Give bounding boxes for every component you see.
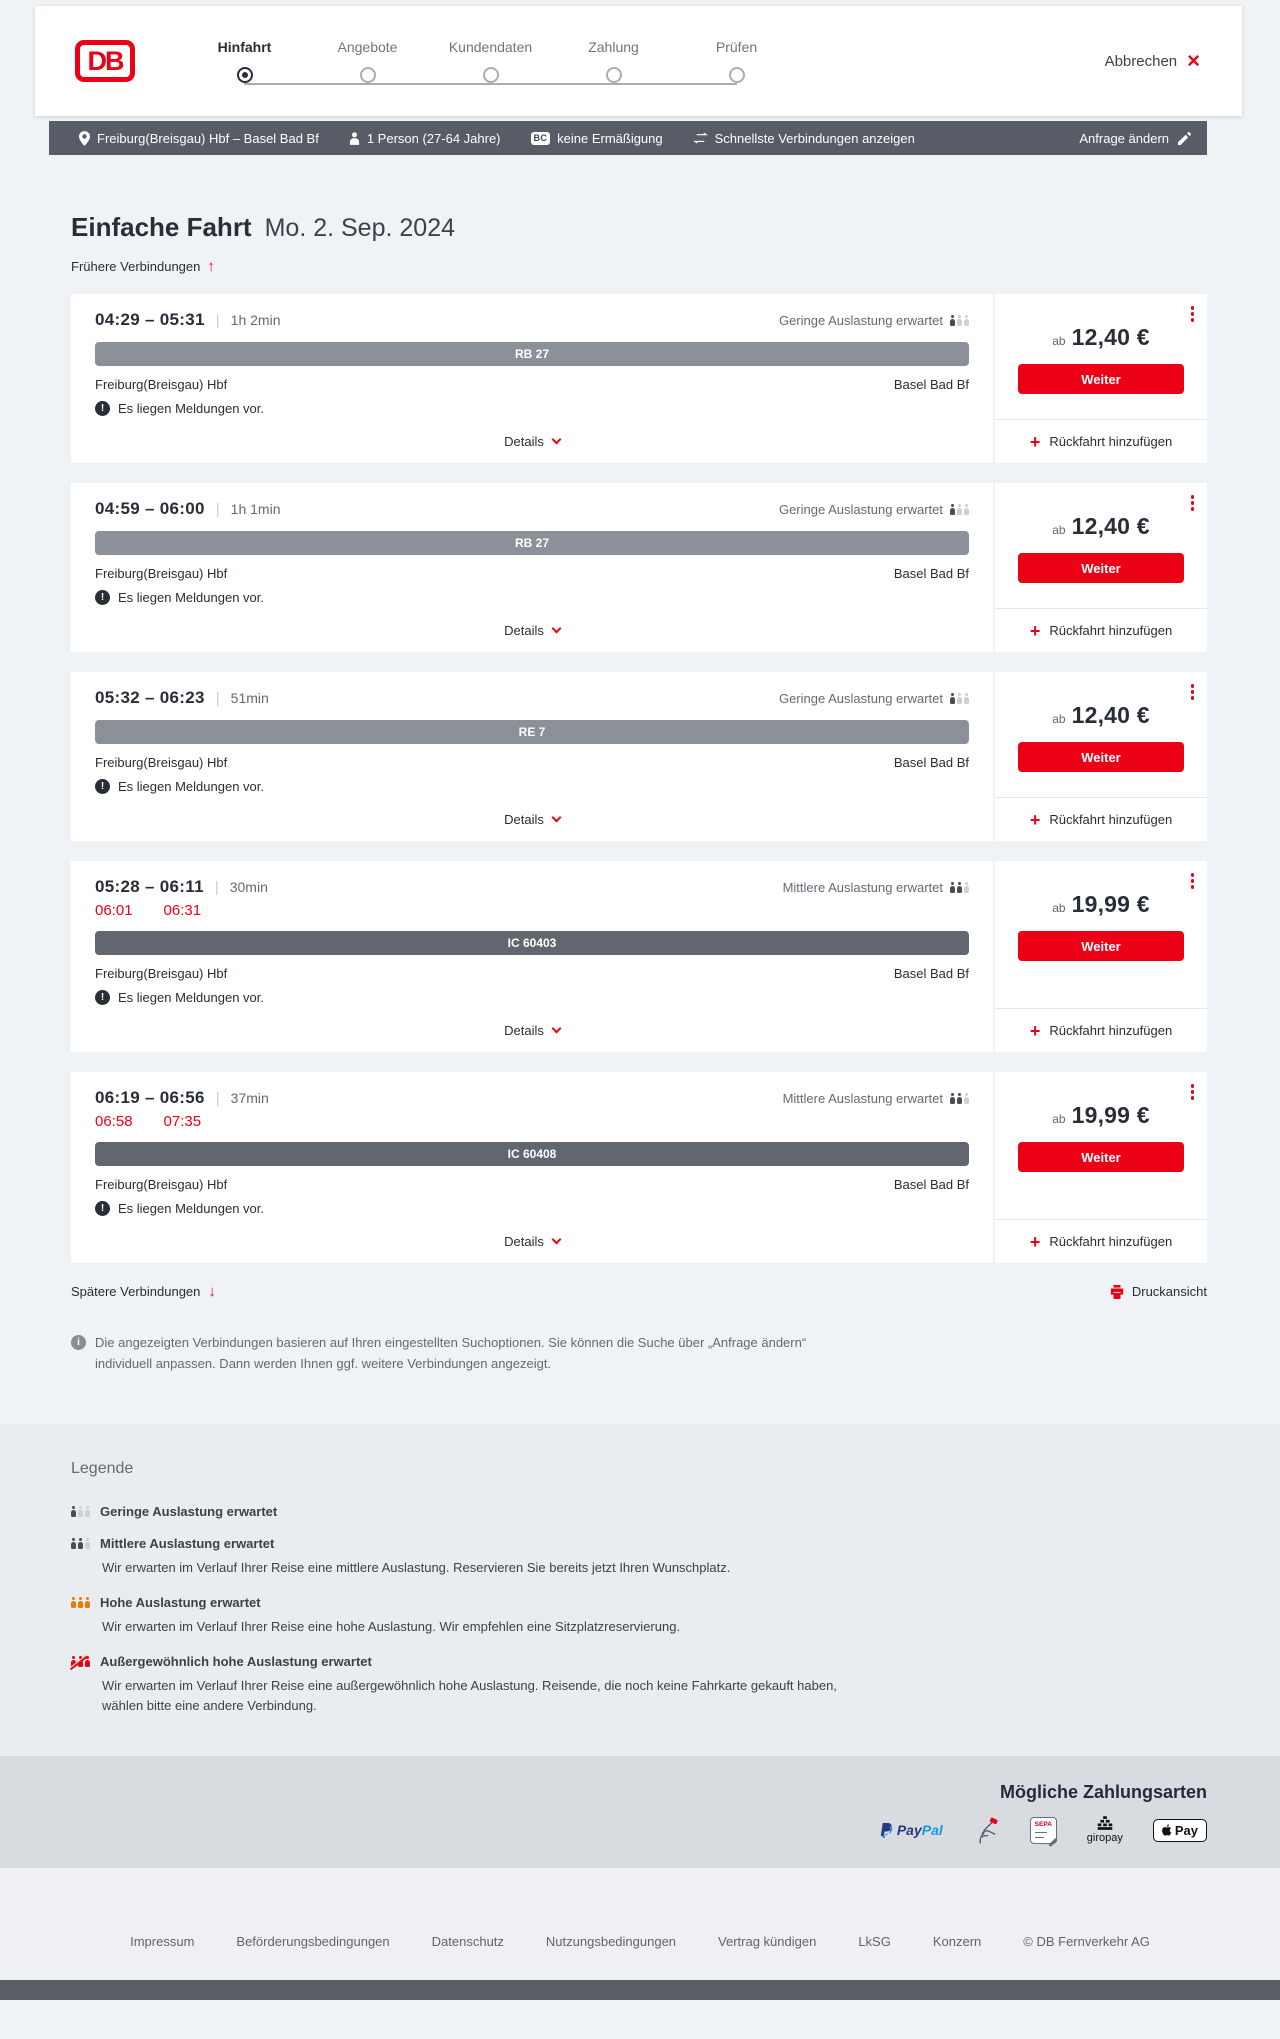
cancel-label: Abbrechen bbox=[1104, 52, 1178, 70]
step-label: Kundendaten bbox=[448, 39, 533, 55]
footer-link[interactable]: Impressum bbox=[130, 1934, 195, 1949]
connection-main bbox=[71, 1072, 993, 1263]
stations-row bbox=[95, 755, 969, 770]
legend-label: Geringe Auslastung erwartet bbox=[100, 1504, 278, 1519]
legend-label: Mittlere Auslastung erwartet bbox=[100, 1536, 275, 1551]
occupancy-label: Geringe Auslastung erwartet bbox=[778, 691, 943, 706]
notice-row bbox=[95, 401, 969, 416]
delayed-arrival: 06:31 bbox=[163, 902, 202, 919]
train-bar bbox=[95, 531, 969, 555]
arrow-up-icon: ↑ bbox=[207, 258, 215, 275]
alert-icon: ! bbox=[95, 401, 110, 416]
later-connections-label: Spätere Verbindungen bbox=[71, 1284, 201, 1299]
step-dot-icon bbox=[729, 67, 745, 83]
edit-request-button[interactable] bbox=[1079, 131, 1191, 146]
connection-times: 05:32 – 06:23 bbox=[95, 688, 205, 707]
filter-text: Schnellste Verbindungen anzeigen bbox=[714, 130, 915, 146]
sepa-pencil-icon bbox=[1048, 1837, 1057, 1846]
footer-link[interactable]: LkSG bbox=[858, 1934, 891, 1949]
notice-text: Es liegen Meldungen vor. bbox=[118, 1201, 264, 1216]
train-label: IC 60408 bbox=[507, 1147, 557, 1161]
price bbox=[1052, 1102, 1150, 1129]
occupancy-icon bbox=[71, 1506, 90, 1518]
connection-duration: 30min bbox=[229, 879, 268, 895]
page-title bbox=[71, 212, 1207, 243]
price-prefix: ab bbox=[1052, 1112, 1066, 1126]
bottom-bar bbox=[0, 1980, 1280, 2000]
connection-times: 06:19 – 06:56 bbox=[95, 1088, 205, 1107]
from-station: Freiburg(Breisgau) Hbf bbox=[95, 566, 228, 581]
legend-item bbox=[71, 1595, 1207, 1637]
stations-row bbox=[95, 966, 969, 981]
divider: | bbox=[215, 501, 220, 518]
apple-pay-icon bbox=[1153, 1819, 1207, 1842]
occupancy-indicator bbox=[779, 502, 969, 517]
delayed-arrival: 07:35 bbox=[163, 1113, 202, 1130]
footer-link[interactable]: Datenschutz bbox=[431, 1934, 504, 1949]
paypal-wordmark: PayPal bbox=[896, 1822, 943, 1838]
occupancy-icon bbox=[950, 504, 969, 516]
notice-text: Es liegen Meldungen vor. bbox=[118, 990, 264, 1005]
legend-description: Wir erwarten im Verlauf Ihrer Reise eine mittlere Auslastung. Reservieren Sie bereits jetzt Ihren Wunschplatz. bbox=[102, 1560, 731, 1575]
legend-list bbox=[71, 1504, 1207, 1716]
add-return-label: Rückfahrt hinzufügen bbox=[1049, 434, 1173, 449]
details-toggle[interactable] bbox=[95, 1216, 969, 1255]
occupancy-icon bbox=[950, 1093, 969, 1105]
price bbox=[1052, 513, 1150, 540]
app-header bbox=[35, 6, 1242, 116]
legend-label: Hohe Auslastung erwartet bbox=[100, 1595, 261, 1610]
plus-icon: + bbox=[1029, 431, 1041, 452]
price-value: 12,40 € bbox=[1071, 702, 1150, 728]
step-dot-icon bbox=[606, 67, 622, 83]
later-connections-link[interactable] bbox=[71, 1283, 216, 1300]
price-panel bbox=[995, 294, 1207, 463]
connection-times: 04:29 – 05:31 bbox=[95, 310, 205, 329]
price-prefix: ab bbox=[1052, 523, 1066, 537]
price-prefix: ab bbox=[1052, 901, 1066, 915]
alert-icon: ! bbox=[95, 590, 110, 605]
passenger-text: 1 Person (27-64 Jahre) bbox=[366, 130, 501, 146]
details-toggle[interactable] bbox=[95, 794, 969, 833]
apple-pay-label: Pay bbox=[1174, 1822, 1198, 1838]
chevron-down-icon bbox=[551, 624, 561, 634]
more-options-button[interactable] bbox=[1189, 871, 1197, 891]
details-label: Details bbox=[504, 1234, 544, 1249]
apple-logo-icon bbox=[1162, 1824, 1172, 1836]
discount-text: keine Ermäßigung bbox=[557, 130, 663, 146]
plus-icon: + bbox=[1029, 620, 1041, 641]
plus-icon: + bbox=[1029, 1020, 1041, 1041]
chevron-down-icon bbox=[551, 435, 561, 445]
price-panel bbox=[995, 1072, 1207, 1263]
print-view-label: Druckansicht bbox=[1131, 1284, 1207, 1299]
stations-row bbox=[95, 377, 969, 392]
paypal-icon bbox=[878, 1822, 943, 1839]
progress-step[interactable] bbox=[675, 39, 798, 83]
from-station: Freiburg(Breisgau) Hbf bbox=[95, 1177, 228, 1192]
progress-step[interactable] bbox=[429, 39, 552, 83]
to-station: Basel Bad Bf bbox=[893, 966, 969, 981]
connection-card bbox=[71, 294, 1207, 463]
page-footer bbox=[0, 1868, 1280, 2000]
person-icon bbox=[349, 132, 360, 145]
connection-main bbox=[71, 483, 993, 652]
chevron-down-icon bbox=[551, 1235, 561, 1245]
filter-summary bbox=[693, 131, 915, 146]
train-bar bbox=[95, 720, 969, 744]
occupancy-indicator bbox=[779, 691, 969, 706]
more-options-button[interactable] bbox=[1189, 1082, 1197, 1102]
to-station: Basel Bad Bf bbox=[893, 1177, 969, 1192]
price-panel-top bbox=[995, 1072, 1207, 1219]
delayed-departure: 06:01 bbox=[95, 902, 133, 919]
legend-item bbox=[71, 1654, 1207, 1716]
main-content bbox=[0, 155, 1280, 1424]
edit-request-label: Anfrage ändern bbox=[1079, 130, 1169, 146]
price-value: 12,40 € bbox=[1071, 513, 1150, 539]
train-label: RB 27 bbox=[514, 347, 549, 361]
notice-row bbox=[95, 590, 969, 605]
add-return-button[interactable] bbox=[995, 419, 1207, 463]
alert-icon: ! bbox=[95, 1201, 110, 1216]
connection-card bbox=[71, 1072, 1207, 1263]
time-row bbox=[95, 1088, 969, 1108]
details-label: Details bbox=[504, 434, 544, 449]
price-value: 19,99 € bbox=[1071, 891, 1150, 917]
occupancy-label: Geringe Auslastung erwartet bbox=[778, 313, 943, 328]
legend-description: Wir erwarten im Verlauf Ihrer Reise eine hohe Auslastung. Wir empfehlen eine Sitzplatzreservierung. bbox=[102, 1619, 681, 1634]
payments-section bbox=[0, 1756, 1280, 1868]
details-toggle[interactable] bbox=[95, 1005, 969, 1044]
stepper-track bbox=[244, 83, 737, 85]
train-bar bbox=[95, 342, 969, 366]
occupancy-icon bbox=[950, 315, 969, 327]
step-dot-icon bbox=[237, 67, 253, 83]
cancel-button[interactable] bbox=[1104, 48, 1200, 73]
weiter-button[interactable]: Weiter bbox=[1018, 553, 1184, 583]
connection-list bbox=[71, 294, 1207, 1263]
footer-link[interactable]: Beförderungsbedingungen bbox=[236, 1934, 390, 1949]
earlier-connections-link[interactable] bbox=[71, 258, 1207, 275]
price-panel bbox=[995, 483, 1207, 652]
connection-card bbox=[71, 672, 1207, 841]
db-logo[interactable] bbox=[75, 40, 135, 82]
list-footer-row bbox=[71, 1283, 1207, 1300]
price-panel-top bbox=[995, 294, 1207, 419]
connection-times: 05:28 – 06:11 bbox=[95, 877, 204, 896]
search-summary-bar bbox=[49, 121, 1207, 155]
arrow-down-icon: ↓ bbox=[208, 1283, 216, 1300]
route-summary bbox=[79, 131, 319, 146]
print-view-button[interactable] bbox=[1110, 1283, 1207, 1300]
sepa-icon bbox=[1030, 1817, 1057, 1844]
legend-title: Legende bbox=[71, 1460, 134, 1477]
legend-head bbox=[71, 1595, 1207, 1610]
from-station: Freiburg(Breisgau) Hbf bbox=[95, 966, 228, 981]
from-station: Freiburg(Breisgau) Hbf bbox=[95, 755, 228, 770]
occupancy-icon bbox=[950, 882, 969, 894]
connection-times: 04:59 – 06:00 bbox=[95, 499, 205, 518]
stations-row bbox=[95, 1177, 969, 1192]
train-label: IC 60403 bbox=[507, 936, 557, 950]
swap-arrows-icon bbox=[693, 132, 708, 144]
weiter-button[interactable]: Weiter bbox=[1018, 931, 1184, 961]
printer-icon bbox=[1110, 1285, 1124, 1299]
weiter-button[interactable]: Weiter bbox=[1018, 364, 1184, 394]
db-logo-text: DB bbox=[87, 45, 123, 76]
payment-methods bbox=[73, 1816, 1207, 1844]
step-label: Hinfahrt bbox=[217, 39, 272, 55]
progress-step[interactable] bbox=[552, 39, 675, 83]
more-options-button[interactable] bbox=[1189, 682, 1197, 702]
price-panel-top bbox=[995, 483, 1207, 608]
connection-duration: 1h 2min bbox=[230, 312, 281, 328]
time-row bbox=[95, 688, 969, 708]
add-return-button[interactable] bbox=[995, 1008, 1207, 1052]
divider: | bbox=[214, 879, 219, 896]
price bbox=[1052, 891, 1150, 918]
add-return-label: Rückfahrt hinzufügen bbox=[1049, 1234, 1173, 1249]
alert-icon: ! bbox=[95, 990, 110, 1005]
occupancy-indicator bbox=[779, 313, 969, 328]
notice-row bbox=[95, 1201, 969, 1216]
add-return-label: Rückfahrt hinzufügen bbox=[1049, 812, 1173, 827]
price-panel bbox=[995, 672, 1207, 841]
connection-main bbox=[71, 294, 993, 463]
details-label: Details bbox=[504, 812, 544, 827]
details-label: Details bbox=[504, 1023, 544, 1038]
connection-card bbox=[71, 861, 1207, 1052]
location-pin-icon bbox=[79, 131, 90, 146]
details-toggle[interactable] bbox=[95, 416, 969, 455]
chevron-down-icon bbox=[551, 1024, 561, 1034]
delayed-times bbox=[95, 902, 969, 919]
occupancy-indicator bbox=[783, 880, 969, 895]
price-value: 19,99 € bbox=[1071, 1102, 1150, 1128]
price-prefix: ab bbox=[1052, 712, 1066, 726]
footer-link[interactable]: Konzern bbox=[932, 1934, 982, 1949]
notice-text: Es liegen Meldungen vor. bbox=[118, 590, 264, 605]
legend-label: Außergewöhnlich hohe Auslastung erwartet bbox=[100, 1654, 372, 1669]
divider: | bbox=[215, 690, 220, 707]
close-icon: × bbox=[1187, 48, 1200, 73]
connection-card bbox=[71, 483, 1207, 652]
passenger-summary bbox=[349, 131, 501, 146]
stations-row bbox=[95, 566, 969, 581]
step-dot-icon bbox=[483, 67, 499, 83]
occupancy-indicator bbox=[783, 1091, 969, 1106]
earlier-connections-label: Frühere Verbindungen bbox=[71, 259, 201, 274]
pencil-icon bbox=[1178, 132, 1191, 145]
legend-description: Wir erwarten im Verlauf Ihrer Reise eine außergewöhnlich hohe Auslastung. Reisende, die noch keine Fahrkarte gekauft haben, wählen bitte eine andere Verbindung. bbox=[102, 1678, 837, 1713]
more-options-button[interactable] bbox=[1189, 304, 1197, 324]
legend-head bbox=[71, 1504, 1207, 1519]
legend-item bbox=[71, 1536, 1207, 1578]
occupancy-label: Mittlere Auslastung erwartet bbox=[782, 1091, 943, 1106]
chevron-down-icon bbox=[551, 813, 561, 823]
from-station: Freiburg(Breisgau) Hbf bbox=[95, 377, 228, 392]
price-value: 12,40 € bbox=[1071, 324, 1150, 350]
occupancy-icon bbox=[71, 1538, 90, 1550]
add-return-button[interactable] bbox=[995, 797, 1207, 841]
divider: | bbox=[215, 312, 220, 329]
legend-head bbox=[71, 1654, 1207, 1669]
price bbox=[1052, 702, 1150, 729]
add-return-button[interactable] bbox=[995, 1219, 1207, 1263]
paypal-mark-icon bbox=[878, 1822, 893, 1839]
trip-type-title: Einfache Fahrt bbox=[71, 212, 252, 242]
occupancy-icon bbox=[71, 1597, 90, 1609]
info-note bbox=[71, 1332, 1207, 1374]
more-options-button[interactable] bbox=[1189, 493, 1197, 513]
notice-row bbox=[95, 779, 969, 794]
bahncard-icon: BC bbox=[531, 132, 551, 145]
add-return-label: Rückfahrt hinzufügen bbox=[1049, 1023, 1173, 1038]
connection-duration: 37min bbox=[230, 1090, 269, 1106]
info-text: Die angezeigten Verbindungen basieren auf Ihren eingestellten Suchoptionen. Sie können die Suche über „Anfrage ändern“ individuell anpassen. Dann werden Ihnen ggf. weitere Verbindungen angezeigt. bbox=[95, 1335, 807, 1371]
occupancy-icon bbox=[950, 693, 969, 705]
delayed-departure: 06:58 bbox=[95, 1113, 133, 1130]
legend-section bbox=[0, 1424, 1280, 1756]
sepa-label: SEPA bbox=[1034, 1820, 1052, 1828]
step-label: Prüfen bbox=[715, 39, 758, 55]
step-label: Angebote bbox=[337, 39, 398, 55]
to-station: Basel Bad Bf bbox=[893, 377, 969, 392]
progress-step[interactable] bbox=[183, 39, 306, 83]
giropay-icon bbox=[1087, 1816, 1123, 1844]
price bbox=[1052, 324, 1150, 351]
occupancy-label: Geringe Auslastung erwartet bbox=[778, 502, 943, 517]
footer-links bbox=[0, 1934, 1280, 1949]
train-bar bbox=[95, 931, 969, 955]
connection-main bbox=[71, 672, 993, 841]
alert-icon: ! bbox=[95, 779, 110, 794]
legend-item bbox=[71, 1504, 1207, 1519]
notice-text: Es liegen Meldungen vor. bbox=[118, 779, 264, 794]
plus-icon: + bbox=[1029, 1231, 1041, 1252]
giropay-mark-icon bbox=[1095, 1816, 1115, 1831]
connection-duration: 1h 1min bbox=[230, 501, 281, 517]
time-row bbox=[95, 499, 969, 519]
giropay-label: giropay bbox=[1086, 1832, 1123, 1844]
step-dot-icon bbox=[360, 67, 376, 83]
copyright: © DB Fernverkehr AG bbox=[1023, 1934, 1150, 1949]
footer-link[interactable]: Vertrag kündigen bbox=[718, 1934, 817, 1949]
weiter-button[interactable]: Weiter bbox=[1018, 1142, 1184, 1172]
price-panel-top bbox=[995, 672, 1207, 797]
progress-step[interactable] bbox=[306, 39, 429, 83]
price-panel-top bbox=[995, 861, 1207, 1008]
plus-icon: + bbox=[1029, 809, 1041, 830]
footer-link[interactable]: Nutzungsbedingungen bbox=[545, 1934, 677, 1949]
add-return-label: Rückfahrt hinzufügen bbox=[1049, 623, 1173, 638]
train-label: RE 7 bbox=[518, 725, 546, 739]
details-toggle[interactable] bbox=[95, 605, 969, 644]
time-row bbox=[95, 877, 969, 897]
divider: | bbox=[215, 1090, 220, 1107]
occupancy-label: Mittlere Auslastung erwartet bbox=[782, 880, 943, 895]
discount-summary bbox=[531, 131, 663, 146]
price-panel bbox=[995, 861, 1207, 1052]
to-station: Basel Bad Bf bbox=[893, 566, 969, 581]
trip-date: Mo. 2. Sep. 2024 bbox=[264, 214, 455, 242]
legend-head bbox=[71, 1536, 1207, 1551]
route-text: Freiburg(Breisgau) Hbf – Basel Bad Bf bbox=[97, 130, 319, 146]
connection-main bbox=[71, 861, 993, 1052]
progress-stepper bbox=[183, 39, 798, 83]
notice-row bbox=[95, 990, 969, 1005]
info-icon: i bbox=[71, 1335, 86, 1350]
step-label: Zahlung bbox=[588, 39, 639, 55]
price-prefix: ab bbox=[1052, 334, 1066, 348]
payments-title: Mögliche Zahlungsarten bbox=[999, 1782, 1207, 1802]
details-label: Details bbox=[504, 623, 544, 638]
delayed-times bbox=[95, 1113, 969, 1130]
weiter-button[interactable]: Weiter bbox=[1018, 742, 1184, 772]
occupancy-icon bbox=[71, 1656, 90, 1668]
add-return-button[interactable] bbox=[995, 608, 1207, 652]
train-label: RB 27 bbox=[514, 536, 549, 550]
train-bar bbox=[95, 1142, 969, 1166]
time-row bbox=[95, 310, 969, 330]
connection-duration: 51min bbox=[230, 690, 269, 706]
notice-text: Es liegen Meldungen vor. bbox=[118, 401, 264, 416]
hand-card-icon bbox=[973, 1817, 1000, 1844]
to-station: Basel Bad Bf bbox=[893, 755, 969, 770]
